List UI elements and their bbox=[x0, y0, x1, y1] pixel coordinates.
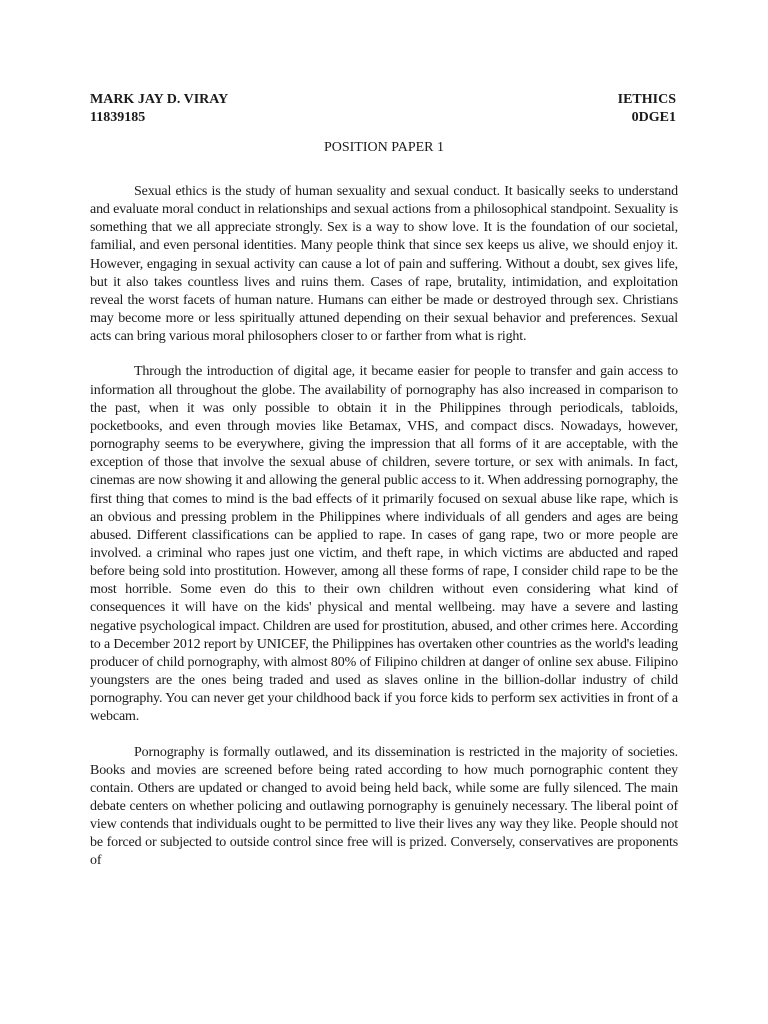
document-body bbox=[90, 183, 678, 871]
document-header bbox=[90, 91, 676, 127]
paragraph-3: Pornography is formally outlawed, and its dissemination is restricted in the majority of societies. Books and movies are screened before being rated according to how much pornographic content they contain. Others are updated or changed to avoid being held back, while some are fully silenced. The main debate centers on whether policing and outlawing pornography is genuinely necessary. The liberal point of view contends that individuals ought to be permitted to live their lives any way they like. People should not be forced or subjected to outside control since free will is prized. Conversely, conservatives are proponents of bbox=[90, 744, 678, 869]
paper-title: POSITION PAPER 1 bbox=[323, 140, 445, 155]
course-code: IETHICS bbox=[617, 92, 676, 107]
header-row-2 bbox=[90, 109, 676, 127]
header-row-1 bbox=[90, 91, 676, 109]
paragraph-1: Sexual ethics is the study of human sexuality and sexual conduct. It basically seeks to understand and evaluate moral conduct in relationships and sexual actions from a philosophical standpoint. Sexuality is something that we all appreciate strongly. Sex is a way to show love. It is the foundation of our societal, familial, and even personal identities. Many people think that since sex keeps us alive, we should enjoy it. However, engaging in sexual activity can cause a lot of pain and suffering. Without a doubt, sex gives life, but it also takes countless lives and ruins them. Cases of rape, brutality, intimidation, and exploitation reveal the worst facets of human nature. Humans can either be made or destroyed through sex. Christians may become more or less spiritually attuned depending on their sexual behavior and preferences. Sexual acts can bring various moral philosophers closer to or farther from what is right. bbox=[90, 184, 678, 345]
paragraph-2: Through the introduction of digital age, it became easier for people to transfer and gain access to information all throughout the globe. The availability of pornography has also increased in comparison to the past, when it was only possible to obtain it in the Philippines through periodicals, tabloids, pocketbooks, and even through movies like Betamax, VHS, and compact discs. Nowadays, however, pornography seems to be everywhere, giving the impression that all forms of it are acceptable, with the exception of those that involve the sexual abuse of children, severe torture, or sex with animals. In fact, cinemas are now showing it and allowing the general public access to it. When addressing pornography, the first thing that comes to mind is the bad effects of it primarily focused on sexual abuse like rape, which is an obvious and pressing problem in the Philippines where individuals of all genders and ages are being abused. Different classifications can be applied to rape. In cases of gang rape, two or more people are involved. a criminal who rapes just one victim, and theft rape, in which victims are abducted and raped before being sold into prostitution. However, among all these forms of rape, I consider child rape to be the most horrible. Some even do this to their own children without even considering what kind of consequences it will have on the kids' physical and mental wellbeing. may have a severe and lasting negative psychological impact. Children are used for prostitution, abused, and other crimes here. According to a December 2012 report by UNICEF, the Philippines has overtaken other countries as the world's leading producer of child pornography, with almost 80% of Filipino children at danger of online sex abuse. Filipino youngsters are the ones being traded and used as slaves online in the billion-dollar industry of child pornography. You can never get your childhood back if you force kids to perform sex activities in front of a webcam. bbox=[90, 364, 678, 725]
student-id: 11839185 bbox=[90, 110, 146, 125]
section-code: 0DGE1 bbox=[631, 110, 676, 125]
author-name: MARK JAY D. VIRAY bbox=[90, 92, 229, 107]
